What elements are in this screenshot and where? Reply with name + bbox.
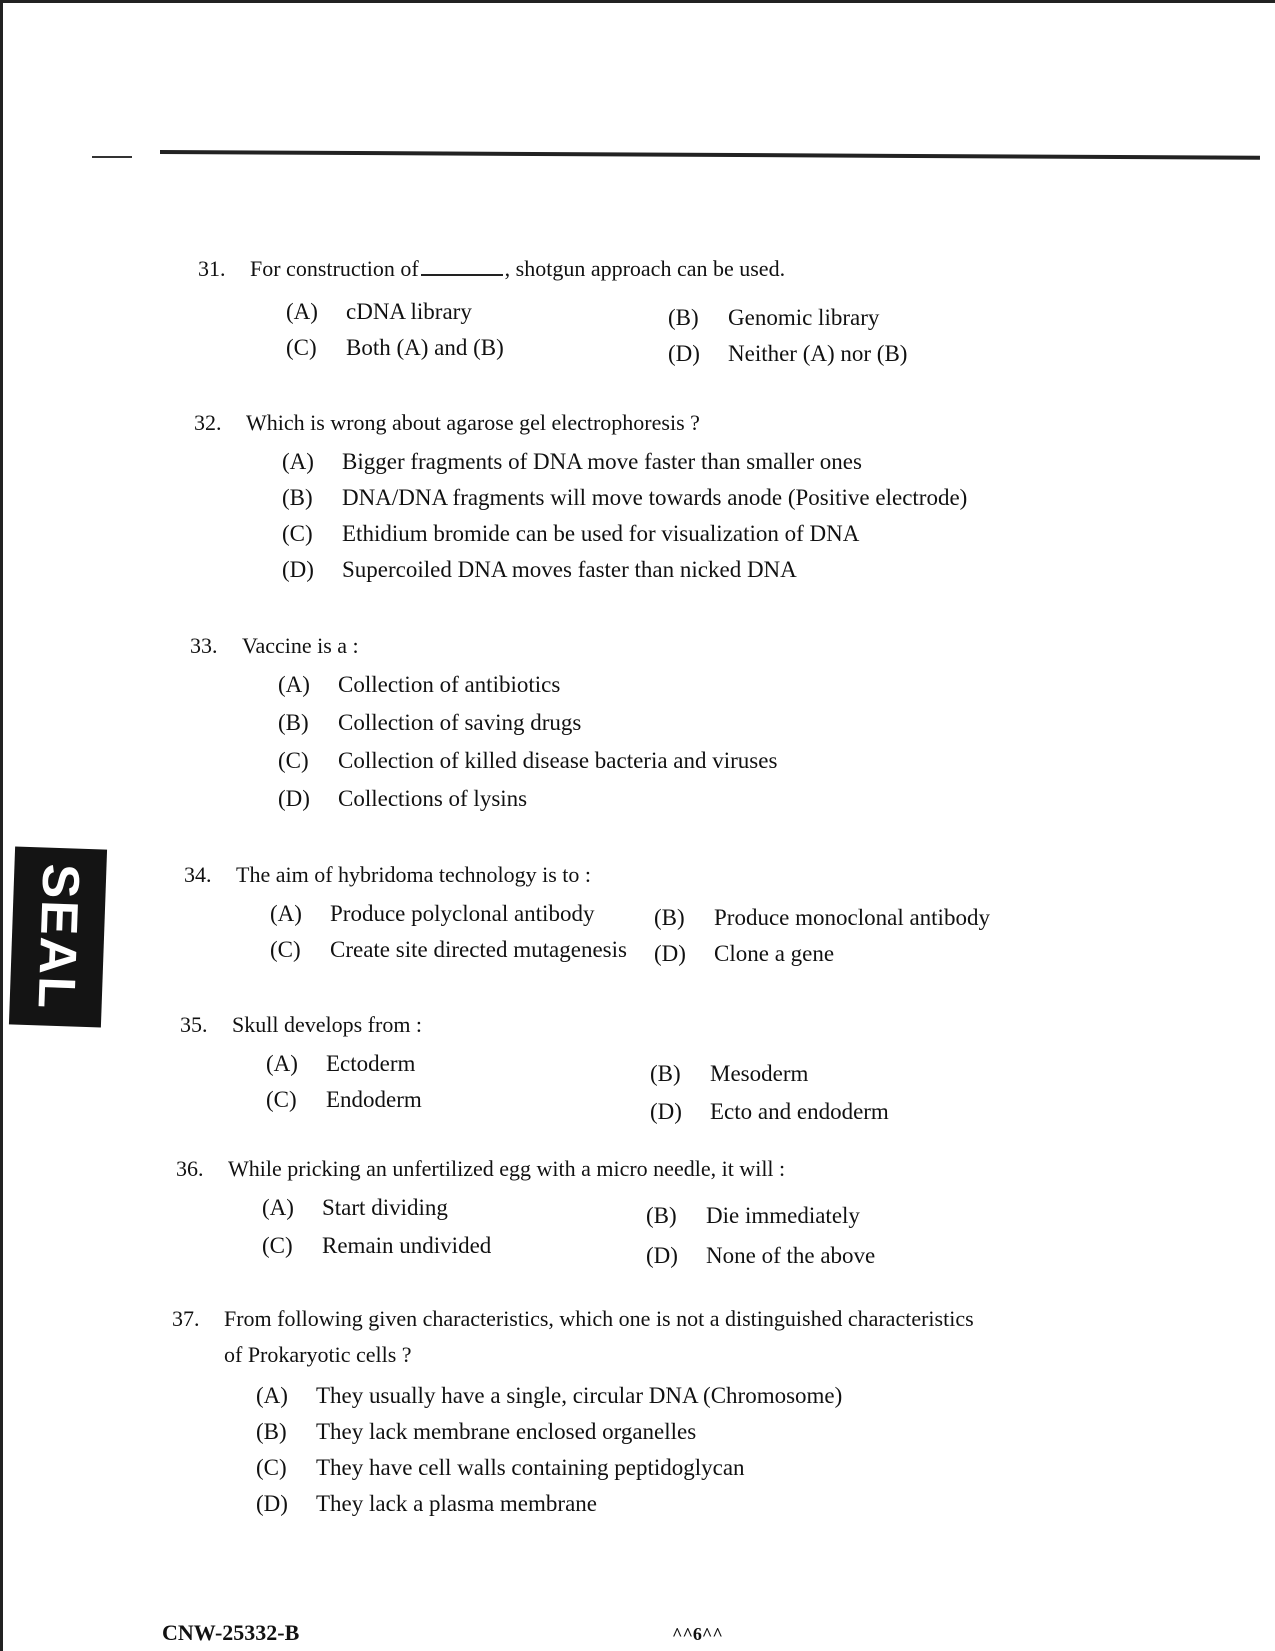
page-number: ^^6^^: [672, 1624, 723, 1644]
header-rule: [160, 150, 1260, 160]
option-b: (B) DNA/DNA fragments will move towards anode (Positive electrode): [282, 485, 968, 510]
question-number: 34.: [184, 862, 212, 887]
option-d: (D) None of the above: [646, 1243, 876, 1268]
option-c: (C) Collection of killed disease bacteria and viruses: [278, 748, 778, 773]
question-32: [194, 410, 1094, 590]
option-c: (C) Create site directed mutagenesis: [270, 937, 627, 962]
question-stem: The aim of hybridoma technology is to :: [236, 862, 591, 887]
header-rule-short: [92, 156, 132, 158]
question-34: [184, 862, 1104, 972]
option-c: (C) They have cell walls containing peptidoglycan: [256, 1455, 745, 1480]
option-c: (C) Remain undivided: [262, 1233, 492, 1258]
option-a: (A) cDNA library: [286, 299, 472, 324]
seal-stamp: [9, 846, 107, 1027]
question-stem: Skull develops from :: [232, 1012, 423, 1037]
option-b: (B) Produce monoclonal antibody: [654, 905, 990, 930]
option-a: (A) They usually have a single, circular DNA (Chromosome): [256, 1383, 843, 1408]
question-number: 33.: [190, 633, 218, 658]
question-stem-line-1: From following given characteristics, which one is not a distinguished characteristics: [224, 1306, 974, 1331]
question-stem: For construction of , shotgun approach can be used.: [250, 256, 786, 281]
option-d: (D) They lack a plasma membrane: [256, 1491, 597, 1516]
option-b: (B) Mesoderm: [650, 1061, 809, 1086]
page-border-top: [0, 0, 1275, 3]
option-d: (D) Supercoiled DNA moves faster than nicked DNA: [282, 557, 797, 582]
option-b: (B) They lack membrane enclosed organelles: [256, 1419, 697, 1444]
option-a: (A) Bigger fragments of DNA move faster than smaller ones: [282, 449, 862, 474]
option-d: (D) Ecto and endoderm: [650, 1099, 889, 1124]
seal-label: SEAL: [26, 862, 90, 1012]
answer-blank: [421, 260, 503, 276]
question-36: [176, 1156, 1096, 1276]
paper-code: CNW-25332-B: [162, 1620, 300, 1645]
option-c: (C) Both (A) and (B): [286, 335, 504, 360]
question-number: 37.: [172, 1306, 200, 1331]
question-number: 31.: [198, 256, 226, 281]
question-33: [190, 633, 1090, 813]
option-b: (B) Die immediately: [646, 1203, 860, 1228]
question-stem: Vaccine is a :: [242, 633, 359, 658]
question-35: [180, 1012, 1080, 1132]
page-border-left: [0, 0, 3, 1651]
question-number: 35.: [180, 1012, 208, 1037]
option-a: (A) Collection of antibiotics: [278, 672, 561, 697]
question-stem: Which is wrong about agarose gel electrophoresis ?: [246, 410, 700, 435]
option-a: (A) Ectoderm: [266, 1051, 416, 1076]
option-c: (C) Ethidium bromide can be used for visualization of DNA: [282, 521, 860, 546]
option-a: (A) Produce polyclonal antibody: [270, 901, 595, 926]
question-stem-line-2: of Prokaryotic cells ?: [224, 1342, 412, 1367]
option-c: (C) Endoderm: [266, 1087, 422, 1112]
question-37: [172, 1306, 1132, 1526]
option-d: (D) Clone a gene: [654, 941, 835, 966]
question-number: 32.: [194, 410, 222, 435]
option-b: (B) Genomic library: [668, 305, 880, 330]
option-d: (D) Collections of lysins: [278, 786, 528, 811]
option-a: (A) Start dividing: [262, 1195, 448, 1220]
question-31: [198, 256, 1098, 376]
question-number: 36.: [176, 1156, 204, 1181]
question-stem: While pricking an unfertilized egg with a micro needle, it will :: [228, 1156, 786, 1181]
option-d: (D) Neither (A) nor (B): [668, 341, 908, 366]
option-b: (B) Collection of saving drugs: [278, 710, 582, 735]
